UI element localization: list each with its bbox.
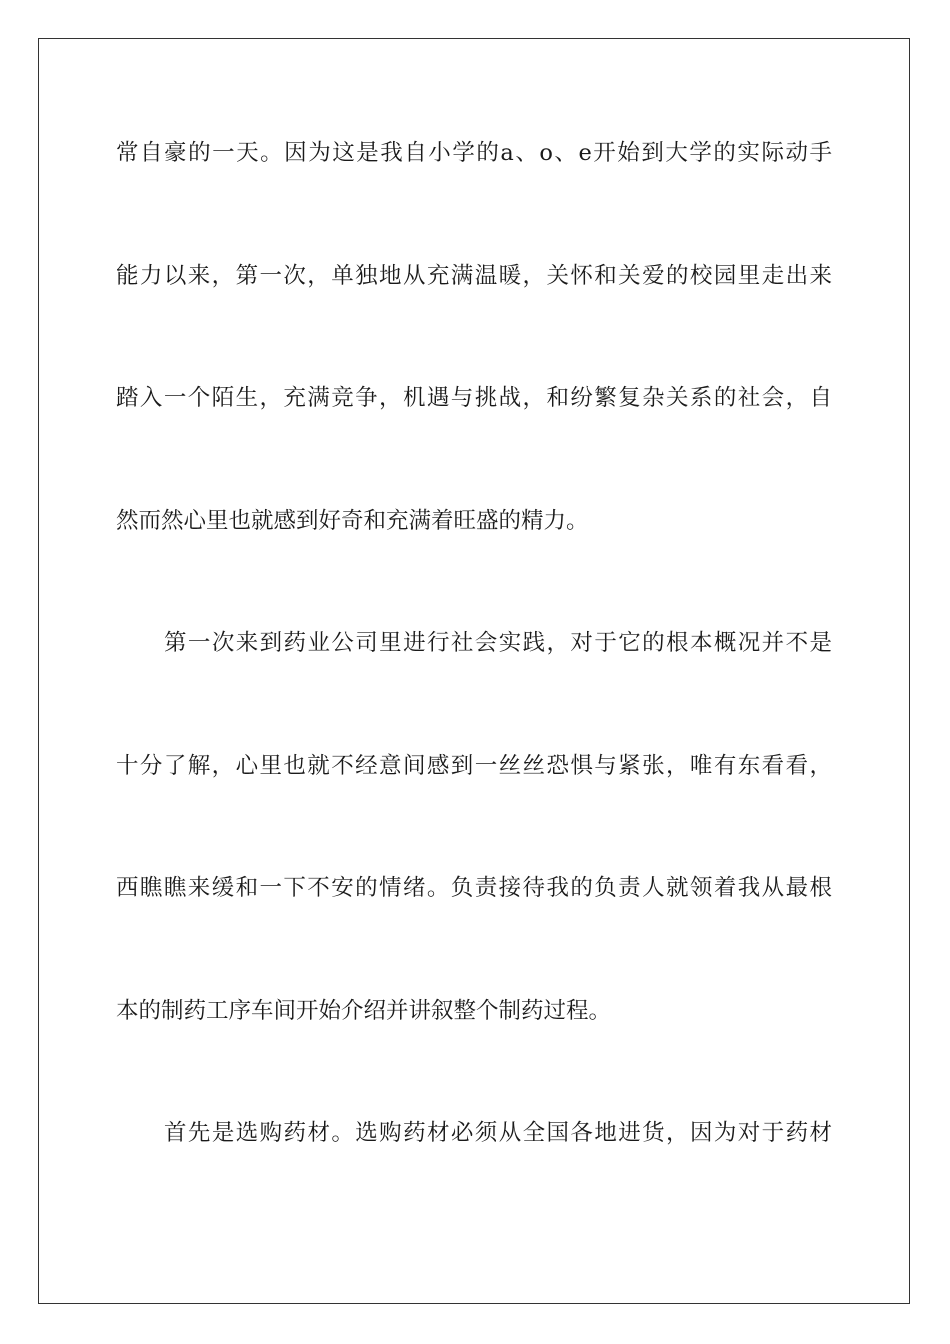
paragraph-1-line-4: 然而然心里也就感到好奇和充满着旺盛的精力。 (116, 508, 589, 534)
paragraph-2-line-1: 第一次来到药业公司里进行社会实践，对于它的根本概况并不是 (164, 630, 832, 656)
paragraph-3-line-1: 首先是选购药材。选购药材必须从全国各地进货，因为对于药材 (164, 1120, 832, 1146)
paragraph-1-line-1: 常自豪的一天。因为这是我自小学的a、o、e开始到大学的实际动手 (116, 140, 832, 166)
paragraph-2-line-3: 西瞧瞧来缓和一下不安的情绪。负责接待我的负责人就领着我从最根 (116, 875, 832, 901)
paragraph-2-line-2: 十分了解，心里也就不经意间感到一丝丝恐惧与紧张，唯有东看看， (116, 753, 832, 779)
page-border (38, 38, 910, 1304)
paragraph-1-line-3: 踏入一个陌生，充满竞争，机遇与挑战，和纷繁复杂关系的社会，自 (116, 385, 832, 411)
paragraph-2-line-4: 本的制药工序车间开始介绍并讲叙整个制药过程。 (116, 998, 612, 1024)
paragraph-1-line-2: 能力以来，第一次，单独地从充满温暖，关怀和关爱的校园里走出来 (116, 263, 832, 289)
